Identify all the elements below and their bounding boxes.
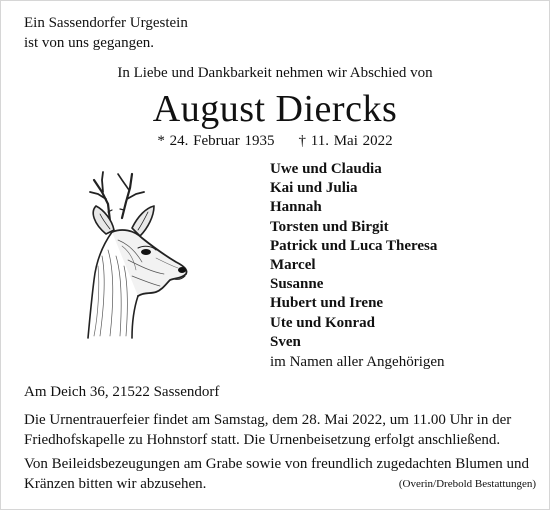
intro-line-1: Ein Sassendorfer Urgestein [24,15,188,31]
mourner-name: Patrick und Luca Theresa [270,237,438,254]
birth-date: * 24. Februar 1935 [157,133,275,149]
farewell-line: In Liebe und Dankbarkeit nehmen wir Abschied von [117,65,433,81]
condolence-request: Von Beileidsbezeugungen am Grabe sowie von freundlich zugedachten Blumen und Kränzen bitten wir abzusehen. [24,456,529,492]
intro-text [24,13,188,53]
undertaker-credit: (Overin/Drebold Bestattungen) [398,478,536,490]
mourners-list [270,160,445,372]
ceremony-info: Die Urnentrauerfeier findet am Samstag, dem 28. Mai 2022, um 11.00 Uhr in der Friedhofskapelle zu Hohnstorf statt. Die Urnenbeisetzung erfolgt anschließend. [24,412,512,448]
intro-line-2: ist von uns gegangen. [24,35,154,51]
family-address: Am Deich 36, 21522 Sassendorf [24,384,220,400]
mourners-note: im Namen aller Angehörigen [270,354,445,371]
death-date: † 11. Mai 2022 [298,133,393,149]
life-dates [0,133,550,150]
mourner-name: Kai und Julia [270,180,358,197]
mourner-name: Sven [270,333,301,350]
mourner-name: Ute und Konrad [270,314,376,331]
mourner-name: Hannah [270,199,322,216]
mourner-name: Hubert und Irene [270,295,384,312]
deceased-name: August Diercks [152,88,398,130]
roe-deer-head-drawing [72,166,202,341]
mourner-name: Susanne [270,276,324,293]
mourner-name: Uwe und Claudia [270,161,382,177]
mourner-name: Marcel [270,257,316,274]
mourner-name: Torsten und Birgit [270,218,389,235]
